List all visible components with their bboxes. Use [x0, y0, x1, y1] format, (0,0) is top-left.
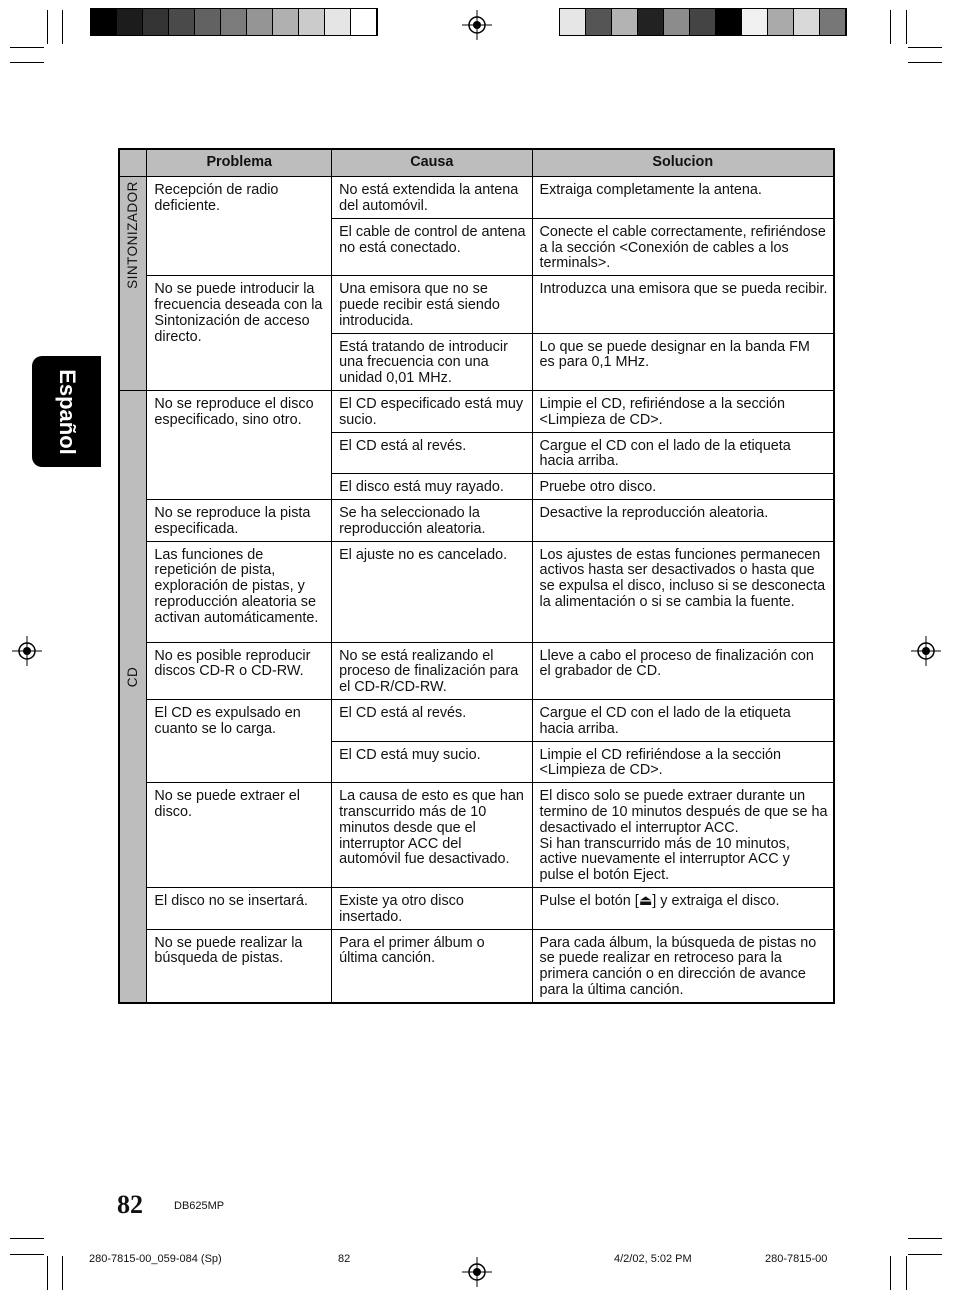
solution-cell: Para cada álbum, la búsqueda de pistas no se puede realizar en retroceso para la primera canción o en dirección de avance para la última canción. [532, 929, 834, 1003]
footer-center-page: 82 [338, 1253, 351, 1265]
cause-cell: Está tratando de introducir una frecuencia con una unidad 0,01 MHz. [332, 333, 532, 390]
color-swatch [221, 9, 247, 35]
solution-cell: Pulse el botón [⏏] y extraiga el disco. [532, 887, 834, 929]
cause-cell: Para el primer álbum o última canción. [332, 929, 532, 1003]
problem-cell: No se puede extraer el disco. [147, 783, 332, 888]
solution-cell: Extraiga completamente la antena. [532, 176, 834, 218]
cause-cell: El ajuste no es cancelado. [332, 541, 532, 642]
header-solucion: Solucion [532, 149, 834, 176]
solution-cell: El disco solo se puede extraer durante un termino de 10 minutos después de que se ha desactivado el interruptor ACC. Si han transcurrido más de 10 minutos, active nuevamente el interruptor ACC y pulse el botón Eject. [532, 783, 834, 888]
crop-mark [62, 10, 63, 44]
color-swatch [299, 9, 325, 35]
solution-cell: Los ajustes de estas funciones permanecen activos hasta ser desactivados o hasta que se expulsa el disco, incluso si se desconecta la alimentación o si se cambia la fuente. [532, 541, 834, 642]
table-row [119, 176, 834, 218]
category-label: SINTONIZADOR [125, 180, 141, 289]
footer-file-ref: 280-7815-00_059-084 (Sp) [89, 1253, 222, 1265]
solution-cell: Introduzca una emisora que se pueda recibir. [532, 276, 834, 333]
header-causa: Causa [332, 149, 532, 176]
color-swatch [716, 9, 742, 35]
crop-mark [47, 10, 48, 44]
solution-cell: Conecte el cable correctamente, refiriéndose a la sección <Conexión de cables a los terminals>. [532, 218, 834, 275]
header-problema: Problema [147, 149, 332, 176]
solution-cell: Limpie el CD refiriéndose a la sección <Limpieza de CD>. [532, 741, 834, 783]
color-swatch [664, 9, 690, 35]
category-label: CD [125, 666, 141, 688]
solution-cell: Lleve a cabo el proceso de finalización con el grabador de CD. [532, 642, 834, 699]
crop-mark [10, 1238, 44, 1239]
cause-cell: El CD está muy sucio. [332, 741, 532, 783]
crop-mark [908, 62, 942, 63]
color-swatch [820, 9, 846, 35]
crop-mark [908, 47, 942, 48]
color-swatch [612, 9, 638, 35]
cause-cell: La causa de esto es que han transcurrido más de 10 minutos desde que el interruptor ACC del automóvil fue desactivado. [332, 783, 532, 888]
registration-mark-icon [12, 636, 42, 666]
color-swatch [143, 9, 169, 35]
table-row [119, 929, 834, 1003]
language-tab-label: Español [54, 368, 80, 455]
cause-cell: Existe ya otro disco insertado. [332, 887, 532, 929]
cause-cell: Se ha seleccionado la reproducción aleatoria. [332, 499, 532, 541]
problem-cell: No es posible reproducir discos CD-R o CD-RW. [147, 642, 332, 699]
color-bars-left [90, 8, 378, 36]
crop-mark [10, 62, 44, 63]
model-name: DB625MP [174, 1200, 225, 1212]
problem-cell: No se puede introducir la frecuencia deseada con la Sintonización de acceso directo. [147, 276, 332, 391]
crop-mark [10, 1254, 44, 1255]
color-swatch [273, 9, 299, 35]
language-tab [32, 356, 101, 467]
color-swatch [195, 9, 221, 35]
table-row [119, 276, 834, 333]
color-swatch [560, 9, 586, 35]
crop-mark [62, 1256, 63, 1290]
solution-cell: Limpie el CD, refiriéndose a la sección <Limpieza de CD>. [532, 390, 834, 432]
color-swatch [638, 9, 664, 35]
footer-timestamp: 4/2/02, 5:02 PM [614, 1253, 692, 1265]
crop-mark [908, 1254, 942, 1255]
table-row [119, 499, 834, 541]
color-swatch [325, 9, 351, 35]
problem-cell: El CD es expulsado en cuanto se lo carga. [147, 699, 332, 782]
solution-cell: Cargue el CD con el lado de la etiqueta hacia arriba. [532, 432, 834, 474]
color-swatch [742, 9, 768, 35]
crop-mark [47, 1256, 48, 1290]
color-swatch [794, 9, 820, 35]
color-swatch [117, 9, 143, 35]
cause-cell: El cable de control de antena no está conectado. [332, 218, 532, 275]
crop-mark [906, 10, 907, 44]
problem-cell: No se reproduce el disco especificado, sino otro. [147, 390, 332, 499]
cause-cell: No está extendida la antena del automóvil. [332, 176, 532, 218]
color-swatch [351, 9, 377, 35]
cause-cell: El CD especificado está muy sucio. [332, 390, 532, 432]
color-swatch [690, 9, 716, 35]
solution-cell: Lo que se puede designar en la banda FM es para 0,1 MHz. [532, 333, 834, 390]
page-number: 82 [117, 1190, 143, 1219]
registration-mark-icon [911, 636, 941, 666]
solution-cell: Pruebe otro disco. [532, 474, 834, 500]
problem-cell: No se puede realizar la búsqueda de pistas. [147, 929, 332, 1003]
problem-cell: Las funciones de repetición de pista, exploración de pistas, y reproducción aleatoria se activan automáticamente. [147, 541, 332, 642]
table-header-row [119, 149, 834, 176]
troubleshooting-table [118, 148, 835, 1004]
table-row [119, 390, 834, 432]
table-row [119, 783, 834, 888]
cause-cell: No se está realizando el proceso de finalización para el CD-R/CD-RW. [332, 642, 532, 699]
header-blank [119, 149, 147, 176]
solution-cell: Cargue el CD con el lado de la etiqueta hacia arriba. [532, 699, 834, 741]
crop-mark [10, 47, 44, 48]
crop-mark [890, 10, 891, 44]
cause-cell: El disco está muy rayado. [332, 474, 532, 500]
footer-part-number: 280-7815-00 [765, 1253, 828, 1265]
cause-cell: Una emisora que no se puede recibir está siendo introducida. [332, 276, 532, 333]
cause-cell: El CD está al revés. [332, 699, 532, 741]
table-row [119, 642, 834, 699]
color-bars-right [559, 8, 847, 36]
color-swatch [768, 9, 794, 35]
color-swatch [247, 9, 273, 35]
registration-mark-icon [462, 10, 492, 40]
crop-mark [890, 1256, 891, 1290]
problem-cell: Recepción de radio deficiente. [147, 176, 332, 275]
registration-mark-icon [462, 1257, 492, 1287]
color-swatch [91, 9, 117, 35]
problem-cell: No se reproduce la pista especificada. [147, 499, 332, 541]
category-tuner [119, 176, 147, 390]
crop-mark [906, 1256, 907, 1290]
table-row [119, 887, 834, 929]
color-swatch [586, 9, 612, 35]
table-row [119, 699, 834, 741]
crop-mark [908, 1238, 942, 1239]
cause-cell: El CD está al revés. [332, 432, 532, 474]
problem-cell: El disco no se insertará. [147, 887, 332, 929]
category-cd [119, 390, 147, 1002]
solution-cell: Desactive la reproducción aleatoria. [532, 499, 834, 541]
color-swatch [169, 9, 195, 35]
table-row [119, 541, 834, 642]
